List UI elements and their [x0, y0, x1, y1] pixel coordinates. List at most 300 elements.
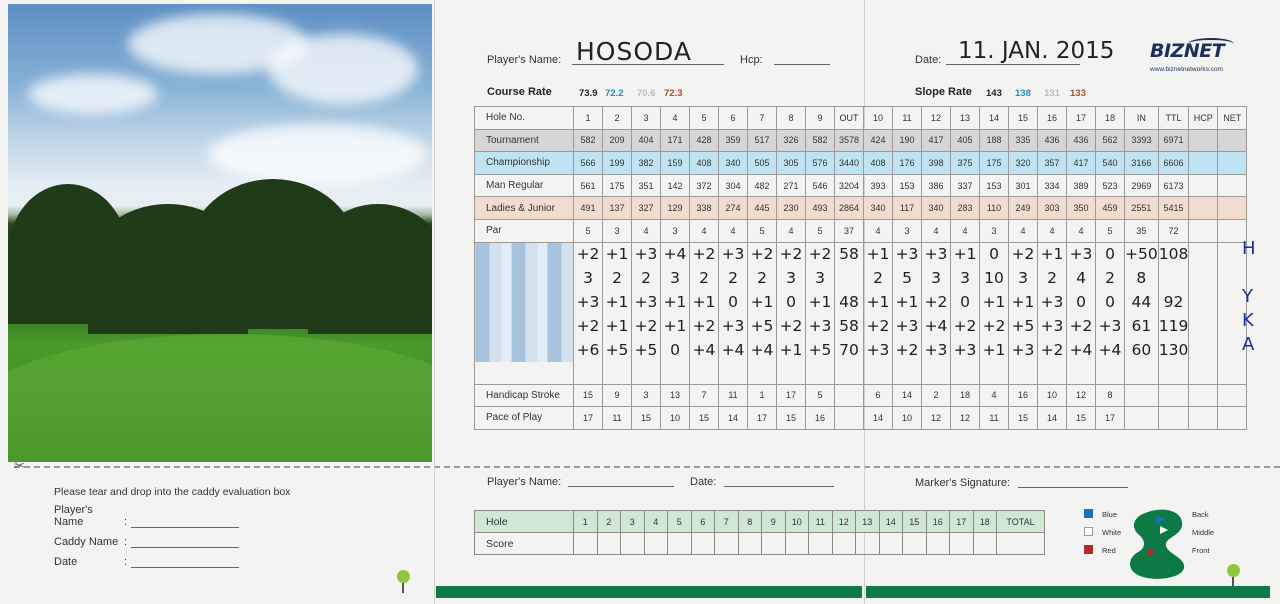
handwritten-score: +2 — [777, 314, 806, 338]
handwritten-score: +1 — [661, 314, 690, 338]
score-entry-cell[interactable] — [574, 533, 598, 555]
score-cell: 159 — [661, 152, 690, 175]
score-cell: 12 — [951, 407, 980, 430]
handwritten-score: 3 — [922, 266, 951, 290]
slope-rate-label: Slope Rate — [915, 86, 972, 98]
green-pin-diagram-icon — [1126, 506, 1190, 580]
handwritten-score: 2 — [748, 266, 777, 290]
handwritten-score: 108 — [1158, 242, 1189, 266]
handwritten-score: +3 — [1009, 338, 1038, 362]
pin-back: Back — [1192, 510, 1209, 519]
score-cell: 6 — [719, 107, 748, 130]
blue-tee-swatch — [1084, 509, 1093, 518]
caddy-field-date[interactable]: Date : — [54, 548, 424, 568]
score-entry-cell[interactable] — [762, 533, 786, 555]
golf-course-photo — [8, 4, 432, 462]
score-cell: 408 — [864, 152, 893, 175]
score-cell: 4 — [690, 219, 719, 242]
score-cell: 6971 — [1158, 129, 1189, 152]
score-cell: 2864 — [835, 197, 864, 220]
course-rate-value: 72.3 — [664, 88, 683, 99]
score-cell — [1189, 384, 1218, 407]
score-cell: 230 — [777, 197, 806, 220]
score-cell: 5415 — [1158, 197, 1189, 220]
score-cell: 417 — [922, 129, 951, 152]
score-cell: 14 — [1038, 407, 1067, 430]
marker-date-label: Date: — [690, 476, 717, 488]
score-cell: 12 — [922, 407, 951, 430]
score-cell: 8 — [777, 107, 806, 130]
player-score-row — [475, 290, 1247, 314]
score-cell: 351 — [632, 174, 661, 197]
handwritten-score: 0 — [1067, 290, 1096, 314]
handwritten-score: 0 — [777, 290, 806, 314]
hole-number: 18 — [973, 511, 997, 533]
pin-front: Front — [1192, 546, 1210, 555]
score-cell: 335 — [1009, 129, 1038, 152]
score-cell: 18 — [1096, 107, 1125, 130]
caddy-field-caddy[interactable]: Caddy Name : — [54, 528, 424, 548]
score-cell: NET — [1218, 107, 1247, 130]
score-cell: 505 — [748, 152, 777, 175]
handwritten-score: +5 — [806, 338, 835, 362]
score-cell: 15 — [1009, 407, 1038, 430]
score-cell: 15 — [632, 407, 661, 430]
handwritten-score: +3 — [1096, 314, 1125, 338]
score-cell: 175 — [603, 174, 632, 197]
score-cell: 11 — [603, 407, 632, 430]
handwritten-score: +1 — [864, 290, 893, 314]
biznet-url: www.biznetnetworks.com — [1150, 66, 1223, 73]
hole-number: 4 — [644, 511, 668, 533]
handwritten-score: 58 — [835, 314, 864, 338]
score-entry-cell[interactable] — [597, 533, 621, 555]
score-cell: 274 — [719, 197, 748, 220]
row-label: Ladies & Junior — [475, 197, 574, 220]
hole-number: 8 — [738, 511, 762, 533]
score-cell — [1158, 407, 1189, 430]
score-cell: 417 — [1067, 152, 1096, 175]
hole-number: 14 — [879, 511, 903, 533]
score-cell: 4 — [1038, 219, 1067, 242]
score-cell: 5 — [574, 219, 603, 242]
score-cell: 11 — [980, 407, 1009, 430]
handwritten-score: 3 — [574, 266, 603, 290]
handwritten-score: 2 — [632, 266, 661, 290]
handwritten-score: +5 — [632, 338, 661, 362]
handwritten-score: +1 — [748, 290, 777, 314]
handwritten-score: +2 — [574, 314, 603, 338]
score-cell: 424 — [864, 129, 893, 152]
score-cell: 4 — [1009, 219, 1038, 242]
score-entry-cell[interactable] — [903, 533, 927, 555]
hole-number: 9 — [762, 511, 786, 533]
caddy-evaluation-section — [54, 486, 424, 568]
score-cell: 408 — [690, 152, 719, 175]
score-entry-cell[interactable] — [738, 533, 762, 555]
player-score-row — [475, 266, 1247, 290]
score-cell: 10 — [1038, 384, 1067, 407]
slope-rate-value: 138 — [1015, 88, 1031, 99]
handwritten-score: +1 — [980, 290, 1009, 314]
score-cell: TTL — [1158, 107, 1189, 130]
score-cell: 398 — [922, 152, 951, 175]
handwritten-score: 119 — [1158, 314, 1189, 338]
legend-blue: Blue — [1102, 510, 1118, 519]
handwritten-score: 5 — [893, 266, 922, 290]
score-cell: 72 — [1158, 219, 1189, 242]
score-entry-cell[interactable] — [973, 533, 997, 555]
player-initial: Y — [1242, 286, 1253, 307]
score-cell: 493 — [806, 197, 835, 220]
handwritten-score: +5 — [1009, 314, 1038, 338]
handwritten-score: +2 — [980, 314, 1009, 338]
row-label: Man Regular — [475, 174, 574, 197]
hole-number: 10 — [785, 511, 809, 533]
handwritten-score: 4 — [1067, 266, 1096, 290]
score-cell: 14 — [893, 384, 922, 407]
score-label: Score — [475, 533, 574, 555]
score-entry-cell[interactable] — [715, 533, 739, 555]
handwritten-score: +1 — [893, 290, 922, 314]
handwritten-score — [1189, 290, 1218, 314]
handwritten-score: 3 — [951, 266, 980, 290]
score-cell: 4 — [951, 219, 980, 242]
score-cell: 14 — [980, 107, 1009, 130]
score-entry-cell[interactable] — [856, 533, 880, 555]
caddy-field-player[interactable]: Player's Name : — [54, 508, 424, 528]
handwritten-score: +3 — [632, 242, 661, 266]
row-label: Pace of Play — [475, 407, 574, 430]
handwritten-score: +50 — [1125, 242, 1159, 266]
score-entry-cell[interactable] — [879, 533, 903, 555]
score-entry-cell[interactable] — [785, 533, 809, 555]
scorecard-table — [474, 106, 1247, 430]
score-cell: 35 — [1125, 219, 1159, 242]
handwritten-score: +2 — [690, 242, 719, 266]
score-cell: IN — [1125, 107, 1159, 130]
handwritten-score: +3 — [1038, 314, 1067, 338]
score-cell: 4 — [922, 219, 951, 242]
handwritten-score: 0 — [1096, 242, 1125, 266]
score-cell: 2 — [922, 384, 951, 407]
row-label: Handicap Stroke — [475, 384, 574, 407]
handwritten-score: +5 — [603, 338, 632, 362]
score-cell: OUT — [835, 107, 864, 130]
score-cell: 382 — [632, 152, 661, 175]
score-cell — [1125, 407, 1159, 430]
handwritten-score: +4 — [1096, 338, 1125, 362]
score-cell: 3393 — [1125, 129, 1159, 152]
score-cell: 4 — [719, 219, 748, 242]
handwritten-score: +3 — [719, 314, 748, 338]
score-cell: 17 — [748, 407, 777, 430]
score-cell — [1125, 384, 1159, 407]
score-cell — [1218, 129, 1247, 152]
score-cell: 153 — [980, 174, 1009, 197]
score-entry-cell[interactable] — [621, 533, 645, 555]
score-cell: 137 — [603, 197, 632, 220]
handwritten-score: +3 — [893, 314, 922, 338]
score-cell: 9 — [806, 107, 835, 130]
score-cell — [1218, 384, 1247, 407]
score-cell: 12 — [1067, 384, 1096, 407]
slope-rate-value: 133 — [1070, 88, 1086, 99]
handwritten-score: 61 — [1125, 314, 1159, 338]
score-cell: 301 — [1009, 174, 1038, 197]
hole-score-table — [474, 510, 1045, 555]
score-cell: 327 — [632, 197, 661, 220]
handwritten-score: +2 — [864, 314, 893, 338]
score-cell: 6173 — [1158, 174, 1189, 197]
tee-row-champ — [475, 152, 1247, 175]
handwritten-score: +1 — [980, 338, 1009, 362]
slope-rate-value: 143 — [986, 88, 1002, 99]
score-entry-cell[interactable] — [809, 533, 833, 555]
score-cell: 546 — [806, 174, 835, 197]
white-tee-swatch — [1084, 527, 1093, 536]
bottom-green-bar — [436, 586, 862, 598]
score-cell: 5 — [690, 107, 719, 130]
score-cell: 7 — [690, 384, 719, 407]
score-cell: 304 — [719, 174, 748, 197]
score-cell: 3 — [661, 219, 690, 242]
hole-number: 12 — [832, 511, 856, 533]
score-cell: 326 — [777, 129, 806, 152]
score-cell: 3578 — [835, 129, 864, 152]
handwritten-score: 70 — [835, 338, 864, 362]
handwritten-score: +2 — [777, 242, 806, 266]
score-cell: 3 — [603, 219, 632, 242]
handwritten-score: +1 — [1009, 290, 1038, 314]
score-cell: 15 — [690, 407, 719, 430]
score-cell: 5 — [748, 219, 777, 242]
scissors-icon: ✂ — [14, 459, 25, 474]
score-cell: 17 — [777, 384, 806, 407]
hole-label: Hole — [475, 511, 574, 533]
handwritten-score: +4 — [661, 242, 690, 266]
handwritten-score: +3 — [893, 242, 922, 266]
handwritten-score — [1189, 314, 1218, 338]
score-cell: 1 — [748, 384, 777, 407]
date-label: Date: — [915, 54, 942, 66]
handwritten-score: 3 — [806, 266, 835, 290]
course-rate-value: 72.2 — [605, 88, 624, 99]
handwritten-score: 0 — [951, 290, 980, 314]
score-cell: 340 — [922, 197, 951, 220]
score-cell: 13 — [661, 384, 690, 407]
golf-ball-icon — [397, 570, 410, 583]
row-label: Par — [475, 219, 574, 242]
hole-number: 5 — [668, 511, 692, 533]
score-cell — [1189, 152, 1218, 175]
handwritten-score — [1189, 266, 1218, 290]
hole-number: 1 — [574, 511, 598, 533]
handwritten-score: +4 — [719, 338, 748, 362]
pace-of-play-row — [475, 407, 1247, 430]
score-cell: 283 — [951, 197, 980, 220]
score-cell: HCP — [1189, 107, 1218, 130]
legend-white: White — [1102, 528, 1122, 537]
score-cell: 16 — [1038, 107, 1067, 130]
score-cell: 117 — [893, 197, 922, 220]
score-cell: 3 — [632, 107, 661, 130]
handwritten-score: +2 — [806, 242, 835, 266]
score-cell: 17 — [574, 407, 603, 430]
legend-red: Red — [1102, 546, 1116, 555]
row-label: Hole No. — [475, 107, 574, 130]
handwritten-score: +2 — [1009, 242, 1038, 266]
player-score-row — [475, 314, 1247, 338]
score-entry-cell[interactable] — [926, 533, 950, 555]
blank-row — [475, 362, 1247, 384]
handwritten-score: 58 — [835, 242, 864, 266]
player-initial: K — [1242, 310, 1254, 331]
pin-middle: Middle — [1192, 528, 1215, 537]
handwritten-score: +2 — [748, 242, 777, 266]
handwritten-score: +2 — [1067, 314, 1096, 338]
hole-number: 11 — [809, 511, 833, 533]
logo-swoosh — [1188, 38, 1234, 50]
score-cell: 10 — [864, 107, 893, 130]
course-rate-value: 70.6 — [637, 88, 656, 99]
score-cell: 3 — [980, 219, 1009, 242]
score-cell: 436 — [1038, 129, 1067, 152]
score-cell: 11 — [893, 107, 922, 130]
tee-row-par — [475, 219, 1247, 242]
row-label: Championship — [475, 152, 574, 175]
handwritten-score: +3 — [1038, 290, 1067, 314]
score-cell: 6 — [864, 384, 893, 407]
score-cell — [1189, 219, 1218, 242]
handwritten-score: +1 — [1038, 242, 1067, 266]
score-cell: 4 — [980, 384, 1009, 407]
handwritten-score: +5 — [748, 314, 777, 338]
hole-number: 2 — [597, 511, 621, 533]
score-cell: 582 — [806, 129, 835, 152]
score-cell: 15 — [777, 407, 806, 430]
score-cell: 340 — [864, 197, 893, 220]
handwritten-score: 3 — [1009, 266, 1038, 290]
score-cell: 2551 — [1125, 197, 1159, 220]
hole-number: 13 — [856, 511, 880, 533]
score-cell: 576 — [806, 152, 835, 175]
score-cell: 3 — [893, 219, 922, 242]
score-entry-cell[interactable] — [644, 533, 668, 555]
score-cell: 305 — [777, 152, 806, 175]
score-cell — [1158, 384, 1189, 407]
score-cell: 2 — [603, 107, 632, 130]
player-name-value: HOSODA — [576, 37, 692, 66]
score-row — [475, 533, 1045, 555]
score-cell: 15 — [1009, 107, 1038, 130]
score-cell: 566 — [574, 152, 603, 175]
score-cell: 4 — [777, 219, 806, 242]
score-cell: 110 — [980, 197, 1009, 220]
hole-number: 15 — [903, 511, 927, 533]
score-cell: 337 — [951, 174, 980, 197]
hole-number: 7 — [715, 511, 739, 533]
score-cell: 4 — [1067, 219, 1096, 242]
player-score-row — [475, 242, 1247, 266]
total-entry-cell[interactable] — [997, 533, 1045, 555]
score-cell: 3440 — [835, 152, 864, 175]
blurred-player-name — [475, 242, 574, 266]
score-cell: 389 — [1067, 174, 1096, 197]
handwritten-score: +2 — [951, 314, 980, 338]
score-cell — [835, 384, 864, 407]
score-cell: 338 — [690, 197, 719, 220]
score-entry-cell[interactable] — [668, 533, 692, 555]
hole-number: 17 — [950, 511, 974, 533]
score-cell: 11 — [719, 384, 748, 407]
score-cell: 16 — [806, 407, 835, 430]
handwritten-score: +1 — [661, 290, 690, 314]
score-cell: 561 — [574, 174, 603, 197]
score-cell: 5 — [806, 384, 835, 407]
golf-ball-icon — [1227, 564, 1240, 577]
score-cell: 428 — [690, 129, 719, 152]
marker-signature-label: Marker's Signature: — [915, 477, 1011, 489]
handwritten-score: 2 — [864, 266, 893, 290]
handwritten-score: 10 — [980, 266, 1009, 290]
score-cell — [1189, 407, 1218, 430]
score-cell: 540 — [1096, 152, 1125, 175]
score-cell: 10 — [893, 407, 922, 430]
score-entry-cell[interactable] — [950, 533, 974, 555]
score-cell: 12 — [922, 107, 951, 130]
score-cell: 445 — [748, 197, 777, 220]
player-initial: H — [1242, 238, 1256, 259]
total-label: TOTAL — [997, 511, 1045, 533]
handwritten-score: +1 — [864, 242, 893, 266]
score-cell — [1218, 152, 1247, 175]
score-cell: 171 — [661, 129, 690, 152]
handwritten-score: 0 — [661, 338, 690, 362]
score-cell: 176 — [893, 152, 922, 175]
player-name-label: Player's Name: — [487, 54, 562, 66]
handwritten-score: +3 — [574, 290, 603, 314]
score-cell: 1 — [574, 107, 603, 130]
handwritten-score: +3 — [951, 338, 980, 362]
score-cell: 13 — [951, 107, 980, 130]
score-entry-cell[interactable] — [832, 533, 856, 555]
score-cell: 517 — [748, 129, 777, 152]
handwritten-score: +2 — [922, 290, 951, 314]
handwritten-score: +2 — [632, 314, 661, 338]
score-cell: 9 — [603, 384, 632, 407]
red-tee-swatch — [1084, 545, 1093, 554]
score-cell: 249 — [1009, 197, 1038, 220]
score-cell: 2969 — [1125, 174, 1159, 197]
score-cell: 190 — [893, 129, 922, 152]
score-cell: 303 — [1038, 197, 1067, 220]
handwritten-score: +1 — [951, 242, 980, 266]
score-cell: 4 — [864, 219, 893, 242]
score-cell: 562 — [1096, 129, 1125, 152]
handwritten-score: +2 — [1038, 338, 1067, 362]
handwritten-score: +1 — [603, 314, 632, 338]
score-cell: 271 — [777, 174, 806, 197]
score-cell — [1218, 174, 1247, 197]
score-entry-cell[interactable] — [691, 533, 715, 555]
score-cell: 393 — [864, 174, 893, 197]
player-initial: A — [1242, 334, 1255, 355]
score-cell: 17 — [1067, 107, 1096, 130]
score-cell — [1218, 197, 1247, 220]
score-cell: 582 — [574, 129, 603, 152]
hole-number: 3 — [621, 511, 645, 533]
